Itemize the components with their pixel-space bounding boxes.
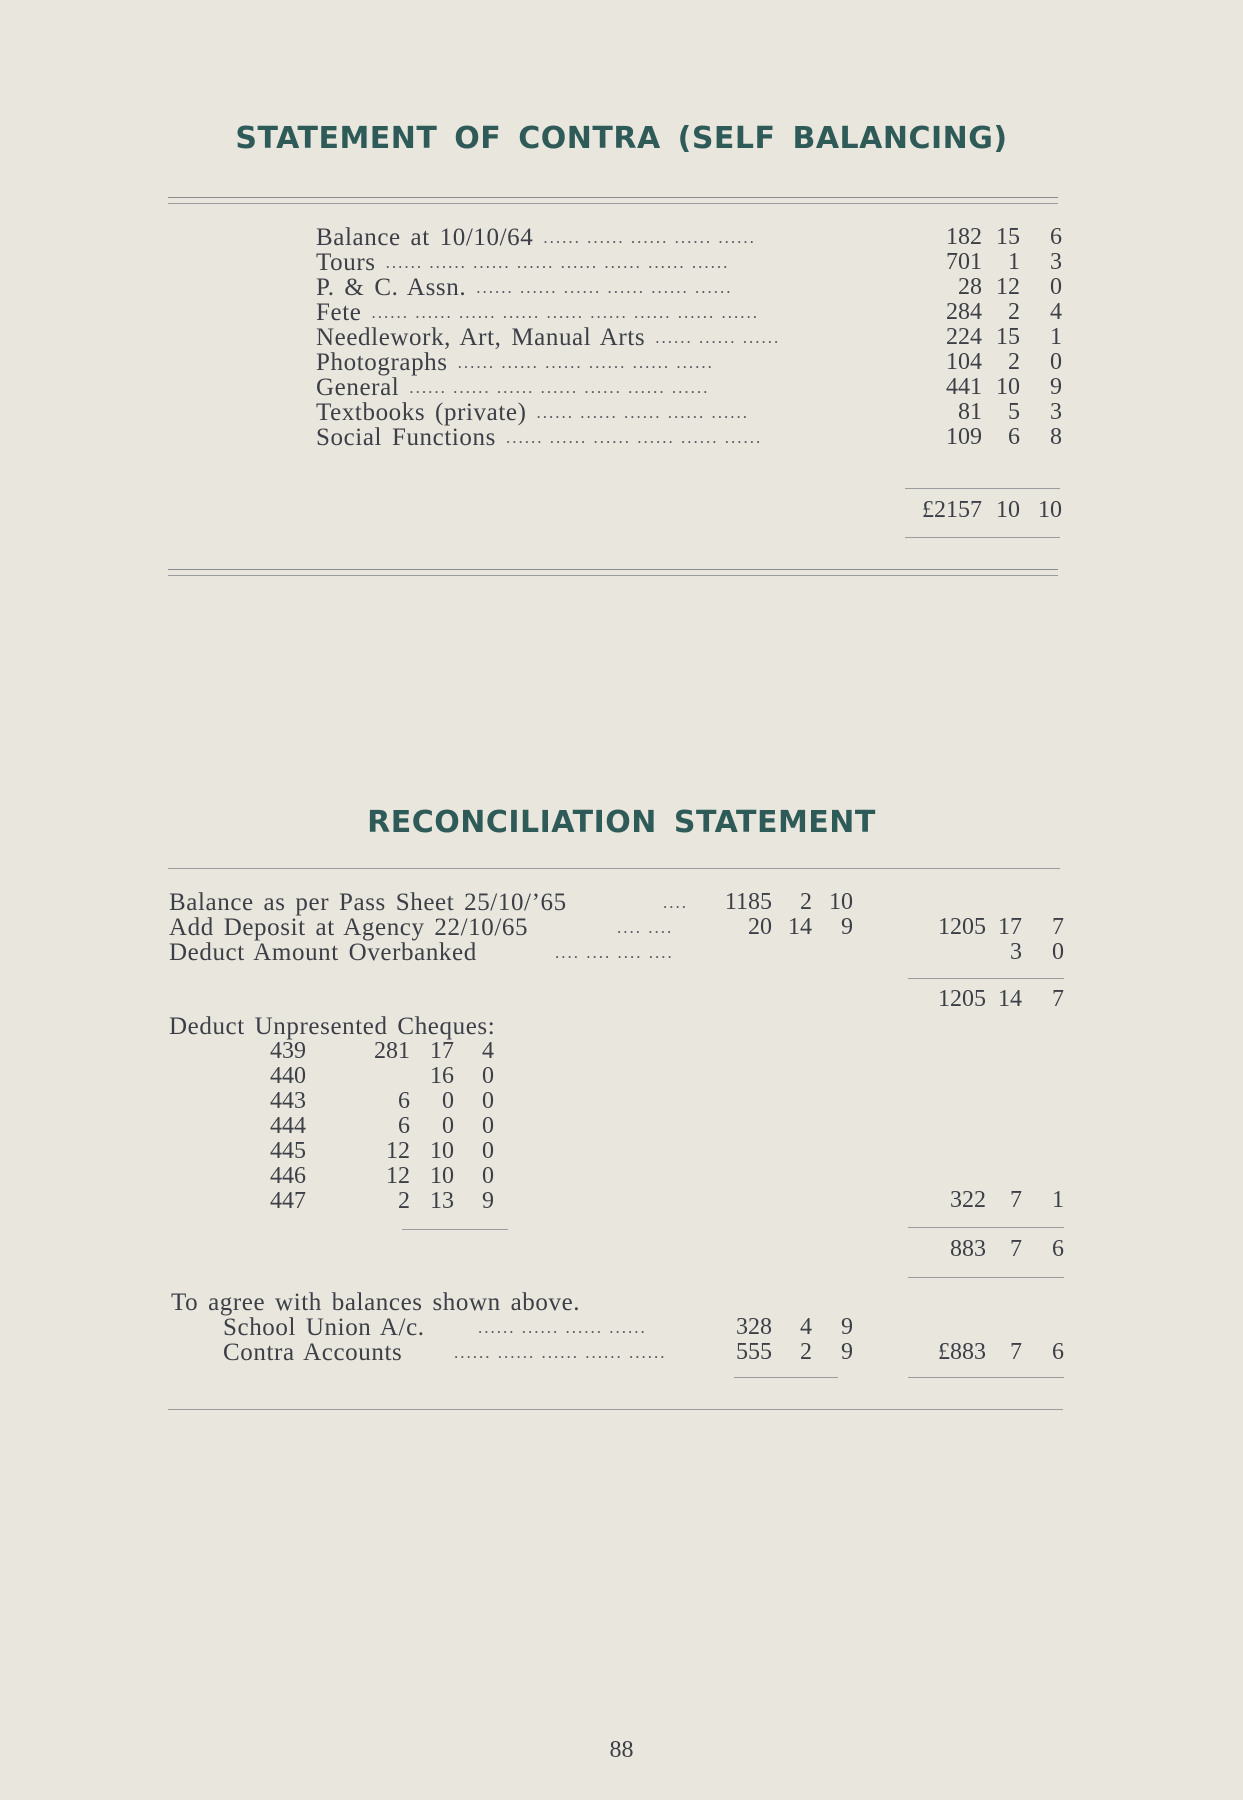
sum2-rule	[908, 978, 1064, 979]
cheque-pence: 4	[482, 1038, 494, 1064]
cheque-shillings: 13	[430, 1188, 454, 1214]
overbanked-label: Deduct Amount Overbanked	[169, 939, 477, 966]
contra-item-label: General	[316, 374, 400, 401]
contra-total-pence: 10	[1038, 497, 1062, 523]
contra-item-leader: ...... ...... ...... ...... ...... ......	[457, 353, 714, 372]
final-total-shillings: 7	[1010, 1339, 1022, 1365]
sum2-pence: 7	[1052, 986, 1064, 1012]
contra-bottom-rule-2	[168, 575, 1058, 576]
sum2-pounds: 1205	[938, 986, 986, 1012]
cheque-pence: 0	[482, 1163, 494, 1189]
final-total-rule	[908, 1377, 1064, 1378]
contra-item-pence: 3	[1050, 249, 1062, 275]
contra-item-leader: ...... ...... ...... ...... ...... ......	[505, 428, 763, 447]
net-rule-bottom	[908, 1277, 1064, 1278]
cheque-number: 440	[270, 1063, 306, 1089]
contra-item-pence: 3	[1050, 399, 1062, 425]
cheques-total-pounds: 322	[950, 1187, 986, 1213]
net-shillings: 7	[1010, 1236, 1022, 1262]
net-rule-top	[908, 1227, 1064, 1228]
school-union-pounds: 328	[736, 1314, 772, 1340]
pass-sheet-label: Balance as per Pass Sheet 25/10/’65	[169, 889, 567, 916]
contra-item-pounds: 224	[946, 324, 982, 350]
cheque-pounds: 281	[374, 1038, 410, 1064]
cheque-shillings: 0	[442, 1088, 454, 1114]
contra-item-shillings: 2	[1008, 299, 1020, 325]
sum2-shillings: 14	[998, 986, 1022, 1012]
school-union-leader: ...... ...... ...... ......	[478, 1318, 647, 1337]
contra-item-shillings: 1	[1008, 249, 1020, 275]
contra-item-label: Needlework, Art, Manual Arts	[316, 324, 646, 351]
contra-total-pounds: £2157	[922, 497, 982, 523]
contra-item-shillings: 15	[996, 324, 1020, 350]
agree-label: To agree with balances shown above.	[171, 1289, 581, 1316]
contra-item-pence: 0	[1050, 349, 1062, 375]
subtotal-rule-bottom	[734, 1377, 838, 1378]
contra-item-leader: ...... ...... ...... ...... ...... ...... ...... ...... ......	[371, 303, 759, 322]
cheque-pounds: 12	[386, 1163, 410, 1189]
contra-item-shillings: 6	[1008, 424, 1020, 450]
contra-accounts-label: Contra Accounts	[223, 1339, 403, 1366]
contra-item-pounds: 441	[946, 374, 982, 400]
contra-accounts-shillings: 2	[800, 1339, 812, 1365]
contra-item-pence: 6	[1050, 224, 1062, 250]
cheque-shillings: 10	[430, 1138, 454, 1164]
overbanked-leader: .... .... .... ....	[555, 943, 674, 962]
contra-item-pence: 0	[1050, 274, 1062, 300]
cheque-number: 445	[270, 1138, 306, 1164]
contra-item-pounds: 701	[946, 249, 982, 275]
contra-item-label: Social Functions	[316, 424, 496, 451]
contra-item-shillings: 5	[1008, 399, 1020, 425]
deposit-pounds: 20	[748, 914, 772, 940]
contra-accounts-pence: 9	[841, 1339, 853, 1365]
contra-item-label: Photographs	[316, 349, 448, 376]
contra-item-leader: ...... ...... ...... ...... ......	[543, 228, 756, 247]
pass-sheet-shillings: 2	[800, 889, 812, 915]
cheque-number: 447	[270, 1188, 306, 1214]
contra-item-label: Tours	[316, 249, 376, 276]
final-total-pence: 6	[1052, 1339, 1064, 1365]
cheque-pence: 9	[482, 1188, 494, 1214]
sum1-pounds: 1205	[938, 914, 986, 940]
cheque-number: 439	[270, 1038, 306, 1064]
cheques-total-pence: 1	[1052, 1187, 1064, 1213]
contra-item-shillings: 15	[996, 224, 1020, 250]
pass-sheet-pence: 10	[829, 889, 853, 915]
cheque-number: 446	[270, 1163, 306, 1189]
cheque-pence: 0	[482, 1138, 494, 1164]
cheque-pounds: 6	[398, 1088, 410, 1114]
contra-item-shillings: 12	[996, 274, 1020, 300]
cheque-shillings: 10	[430, 1163, 454, 1189]
contra-item-pounds: 182	[946, 224, 982, 250]
contra-item-pence: 9	[1050, 374, 1062, 400]
contra-bottom-rule	[168, 569, 1058, 570]
cheque-shillings: 0	[442, 1113, 454, 1139]
page-number: 88	[609, 1737, 634, 1763]
cheque-number: 444	[270, 1113, 306, 1139]
contra-item-pounds: 104	[946, 349, 982, 375]
reconciliation-heading: RECONCILIATION STATEMENT	[367, 805, 876, 840]
contra-item-leader: ...... ...... ...... ...... ...... ...... ...... ......	[385, 253, 730, 272]
contra-item-leader: ...... ...... ...... ...... ......	[536, 403, 750, 422]
contra-heading: STATEMENT OF CONTRA (SELF BALANCING)	[235, 121, 1008, 156]
contra-item-label: Fete	[316, 299, 362, 326]
contra-item-pence: 8	[1050, 424, 1062, 450]
contra-item-leader: ...... ...... ...... ...... ...... ......	[476, 278, 733, 297]
contra-item-pence: 4	[1050, 299, 1062, 325]
contra-accounts-leader: ...... ...... ...... ...... ......	[454, 1343, 667, 1362]
deposit-label: Add Deposit at Agency 22/10/65	[169, 914, 529, 941]
school-union-label: School Union A/c.	[223, 1314, 425, 1341]
pass-sheet-leader: ....	[663, 893, 688, 912]
sum1-pence: 7	[1052, 914, 1064, 940]
contra-item-pence: 1	[1050, 324, 1062, 350]
cheque-shillings: 16	[430, 1063, 454, 1089]
contra-total-shillings: 10	[996, 497, 1020, 523]
cheque-pence: 0	[482, 1088, 494, 1114]
contra-item-pounds: 284	[946, 299, 982, 325]
cheque-pounds: 12	[386, 1138, 410, 1164]
contra-total-rule-bottom	[905, 537, 1060, 538]
contra-accounts-pounds: 555	[736, 1339, 772, 1365]
school-union-pence: 9	[841, 1314, 853, 1340]
cheques-label: Deduct Unpresented Cheques:	[169, 1013, 496, 1040]
net-pence: 6	[1052, 1236, 1064, 1262]
overbanked-pence: 0	[1052, 939, 1064, 965]
reconciliation-bottom-rule	[168, 1409, 1063, 1410]
cheque-number: 443	[270, 1088, 306, 1114]
school-union-shillings: 4	[800, 1314, 812, 1340]
cheque-pounds: 2	[398, 1188, 410, 1214]
contra-top-rule-2	[168, 203, 1058, 204]
contra-item-leader: ...... ...... ......	[655, 328, 781, 347]
pass-sheet-pounds: 1185	[724, 889, 772, 915]
cheques-total-shillings: 7	[1010, 1187, 1022, 1213]
final-total-pounds: £883	[938, 1339, 986, 1365]
contra-item-shillings: 10	[996, 374, 1020, 400]
cheque-pence: 0	[482, 1063, 494, 1089]
contra-item-label: P. & C. Assn.	[316, 274, 467, 301]
contra-item-label: Balance at 10/10/64	[316, 224, 534, 251]
deposit-leader: .... ....	[617, 918, 674, 937]
contra-item-pounds: 81	[958, 399, 982, 425]
deposit-shillings: 14	[788, 914, 812, 940]
overbanked-shillings: 3	[1010, 939, 1022, 965]
net-pounds: 883	[950, 1236, 986, 1262]
contra-item-leader: ...... ...... ...... ...... ...... ...... ......	[409, 378, 710, 397]
contra-item-label: Textbooks (private)	[316, 399, 527, 426]
cheque-shillings: 17	[430, 1038, 454, 1064]
contra-item-shillings: 2	[1008, 349, 1020, 375]
cheques-subtotal-rule	[402, 1229, 508, 1230]
contra-total-rule-top	[905, 488, 1060, 489]
sum1-shillings: 17	[998, 914, 1022, 940]
reconciliation-top-rule	[168, 868, 1060, 869]
contra-item-pounds: 28	[958, 274, 982, 300]
cheque-pounds: 6	[398, 1113, 410, 1139]
deposit-pence: 9	[841, 914, 853, 940]
contra-top-rule	[168, 197, 1058, 198]
cheque-pence: 0	[482, 1113, 494, 1139]
contra-item-pounds: 109	[946, 424, 982, 450]
